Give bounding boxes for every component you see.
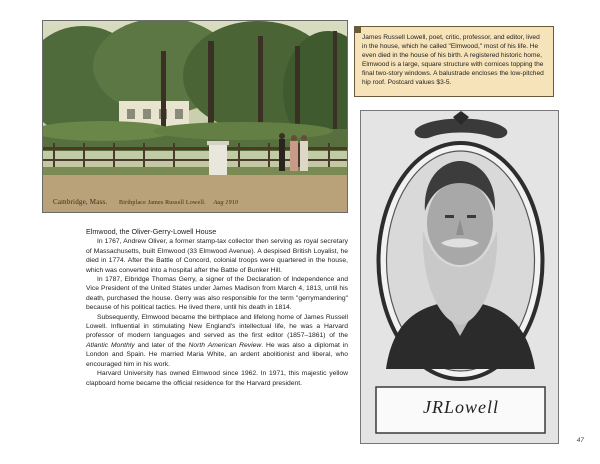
paragraph-3-text-c: . He was also a diplomat in London and Spain. He married Maria White, an ardent abolitionist and liberal, who encouraged him in his work. bbox=[86, 341, 348, 368]
article-paragraph-4: Harvard University has owned Elmwood since 1962. In 1971, this majestic yellow clapboard home became the official residence for the Harvard president. bbox=[86, 370, 348, 387]
lowell-portrait-illustration bbox=[361, 111, 559, 444]
elmwood-postcard bbox=[42, 20, 348, 213]
article-paragraph-3 bbox=[86, 313, 348, 369]
article-body bbox=[86, 227, 348, 388]
paragraph-3-text-b: and later of the bbox=[134, 341, 189, 349]
article-paragraph-2: In 1787, Elbridge Thomas Gerry, a signer of the Declaration of Independence and Vice President of the United States under James Madison from March 4, 1813, until his death, purchased the house. Gerry was also responsible for the term "gerrymandering" because of his political tactics. He lived there, until his death in 1814. bbox=[86, 276, 348, 312]
caption-text: James Russell Lowell, poet, critic, professor, and editor, lived in the house, which he called "Elmwood," most of his life. He even died in the house of his birth. A registered historic home, Elmwood is a large, square structure with cornices topping the final two-story windows. A balustrade encloses the low-pitched hip roof. Postcard values $3-5. bbox=[362, 34, 544, 86]
elmwood-postcard-illustration bbox=[43, 21, 348, 213]
atlantic-monthly-title: Atlantic Monthly bbox=[86, 341, 135, 349]
paragraph-3-text-a: Subsequently, Elmwood became the birthplace and lifelong home of James Russell Lowell. Influential in stimulating New England's intellectual life, he was a Harvard professor of modern languages and served as the first editor (1857–1861) of the bbox=[86, 313, 348, 340]
article-paragraph-1: In 1767, Andrew Oliver, a former stamp-tax collector then serving as royal secretary of Massachusetts, built Elmwood (33 Elmwood Avenue). A despised British Loyalist, he died in 1774. After the Battle of Concord, colonial troops were quartered in the house, which was converted into a hospital after the Battle of Bunker Hill. bbox=[86, 238, 348, 274]
caption-box bbox=[354, 26, 554, 97]
postcard-handwritten-date: Aug 1910 bbox=[213, 200, 239, 206]
article-heading: Elmwood, the Oliver-Gerry-Lowell House bbox=[86, 227, 217, 236]
north-american-review-title: North American Review bbox=[188, 341, 262, 349]
portrait-signature bbox=[391, 397, 531, 418]
lowell-portrait-postcard bbox=[360, 110, 559, 444]
postcard-subject: Birthplace James Russell Lowell. bbox=[119, 200, 206, 206]
page-number: 47 bbox=[576, 437, 584, 444]
postcard-location: Cambridge, Mass. bbox=[53, 198, 108, 206]
signature-text: JRLowell bbox=[423, 397, 499, 417]
postcard-printed-caption bbox=[53, 198, 238, 206]
